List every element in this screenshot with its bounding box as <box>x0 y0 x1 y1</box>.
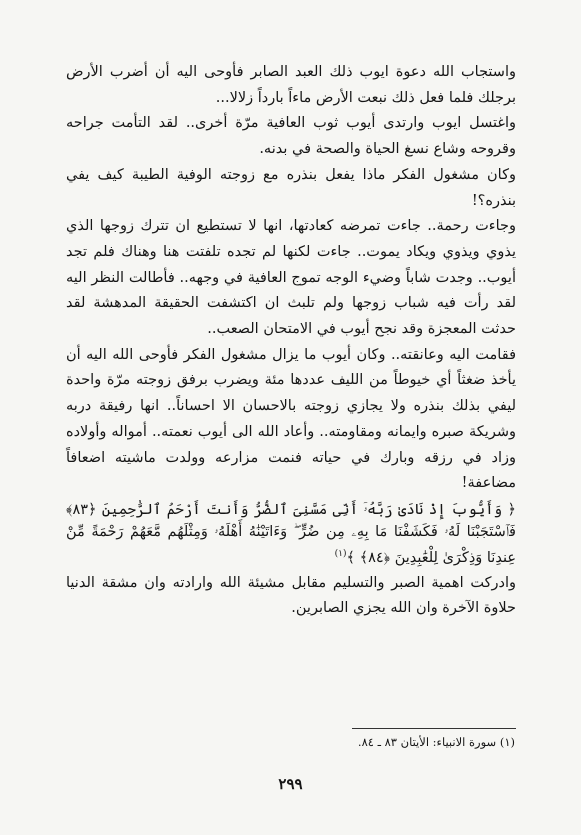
paragraph-3: وكان مشغول الفكر ماذا يفعل بنذره مع زوجته الوفية الطيبة كيف يفي بنذره؟! <box>66 166 516 209</box>
paragraph-2: واغتسل ايوب وارتدى أيوب ثوب العافية مرّة أخرى.. لقد التأمت جراحه وقروحه وشاع نسغ الحياة والصحة في بدنه. <box>66 115 516 158</box>
footnote-reference: (١) <box>334 548 347 559</box>
paragraph-1: واستجاب الله دعوة ايوب ذلك العبد الصابر فأوحى اليه أن أضرب الأرض برجلك فلما فعل ذلك نبعت الأرض ماءاً بارداً زلالا... <box>66 64 516 106</box>
quran-verse-text: ﴿ وَأَيُّوبَ إِذْ نَادَىٰ رَبَّهُۥٓ أَنِّى مَسَّنِىَ ٱلضُّرُّ وَأَنتَ أَرْحَمُ ٱلرَّٰحِمِينَ ﴿٨٣﴾ فَٱسْتَجَبْنَا لَهُۥ فَكَشَفْنَا مَا بِهِۦ مِن ضُرٍّ ۖ وَءَاتَيْنَٰهُ أَهْلَهُۥ وَمِثْلَهُم مَّعَهُمْ رَحْمَةً مِّنْ عِندِنَا وَذِكْرَىٰ لِلْعَٰبِدِينَ ﴿٨٤﴾ ﴾ <box>66 501 516 566</box>
paragraph-5: فقامت اليه وعانقته.. وكان أيوب ما يزال مشغول الفكر فأوحى الله اليه أن يأخذ ضغثاً أي خيوطاً من الليف عددها مئة ويضرب برفق زوجته مرّة واحدة ليفي بذلك بنذره ولا يجازي زوجته بالاحسان الا احساناً.. انها رفيقة دربه وشريكة صبره وايمانه ومقاومته.. وأعاد الله الى أيوب نعمته.. أمواله وأولاده وزاد في رزقه وبارك في حياته فنمت مزارعه وولدت ماشيته اضعافاً مضاعفة! <box>66 346 516 492</box>
closing-paragraph: وادركت اهمية الصبر والتسليم مقابل مشيئة الله وارادته وان مشقة الدنيا حلاوة الآخرة وان الله يجزي الصابرين. <box>66 574 516 617</box>
footnote: (١) سورة الانبياء: الأيتان ٨٣ ـ ٨٤. <box>357 735 515 749</box>
quran-verse <box>66 497 516 571</box>
paragraph-4: وجاءت رحمة.. جاءت تمرضه كعادتها، انها لا تستطيع ان تترك زوجها الذي يذوي ويذوي ويكاد يموت.. جاءت لكنها لم تجده تلفتت هنا وهناك فلم تجد أيوب.. وجدت شاباً وضيء الوجه تموج العافية في وجهه.. فأطالت النظر اليه لقد رأت فيه شباب زوجها ولم تلبث ان اكتشفت الحقيقة المدهشة لقد حدثت المعجزة وقد نجح أيوب في الامتحان الصعب.. <box>66 218 516 338</box>
body-text <box>66 60 516 622</box>
page-number: ٢٩٩ <box>278 775 303 793</box>
footnote-divider <box>352 728 516 729</box>
